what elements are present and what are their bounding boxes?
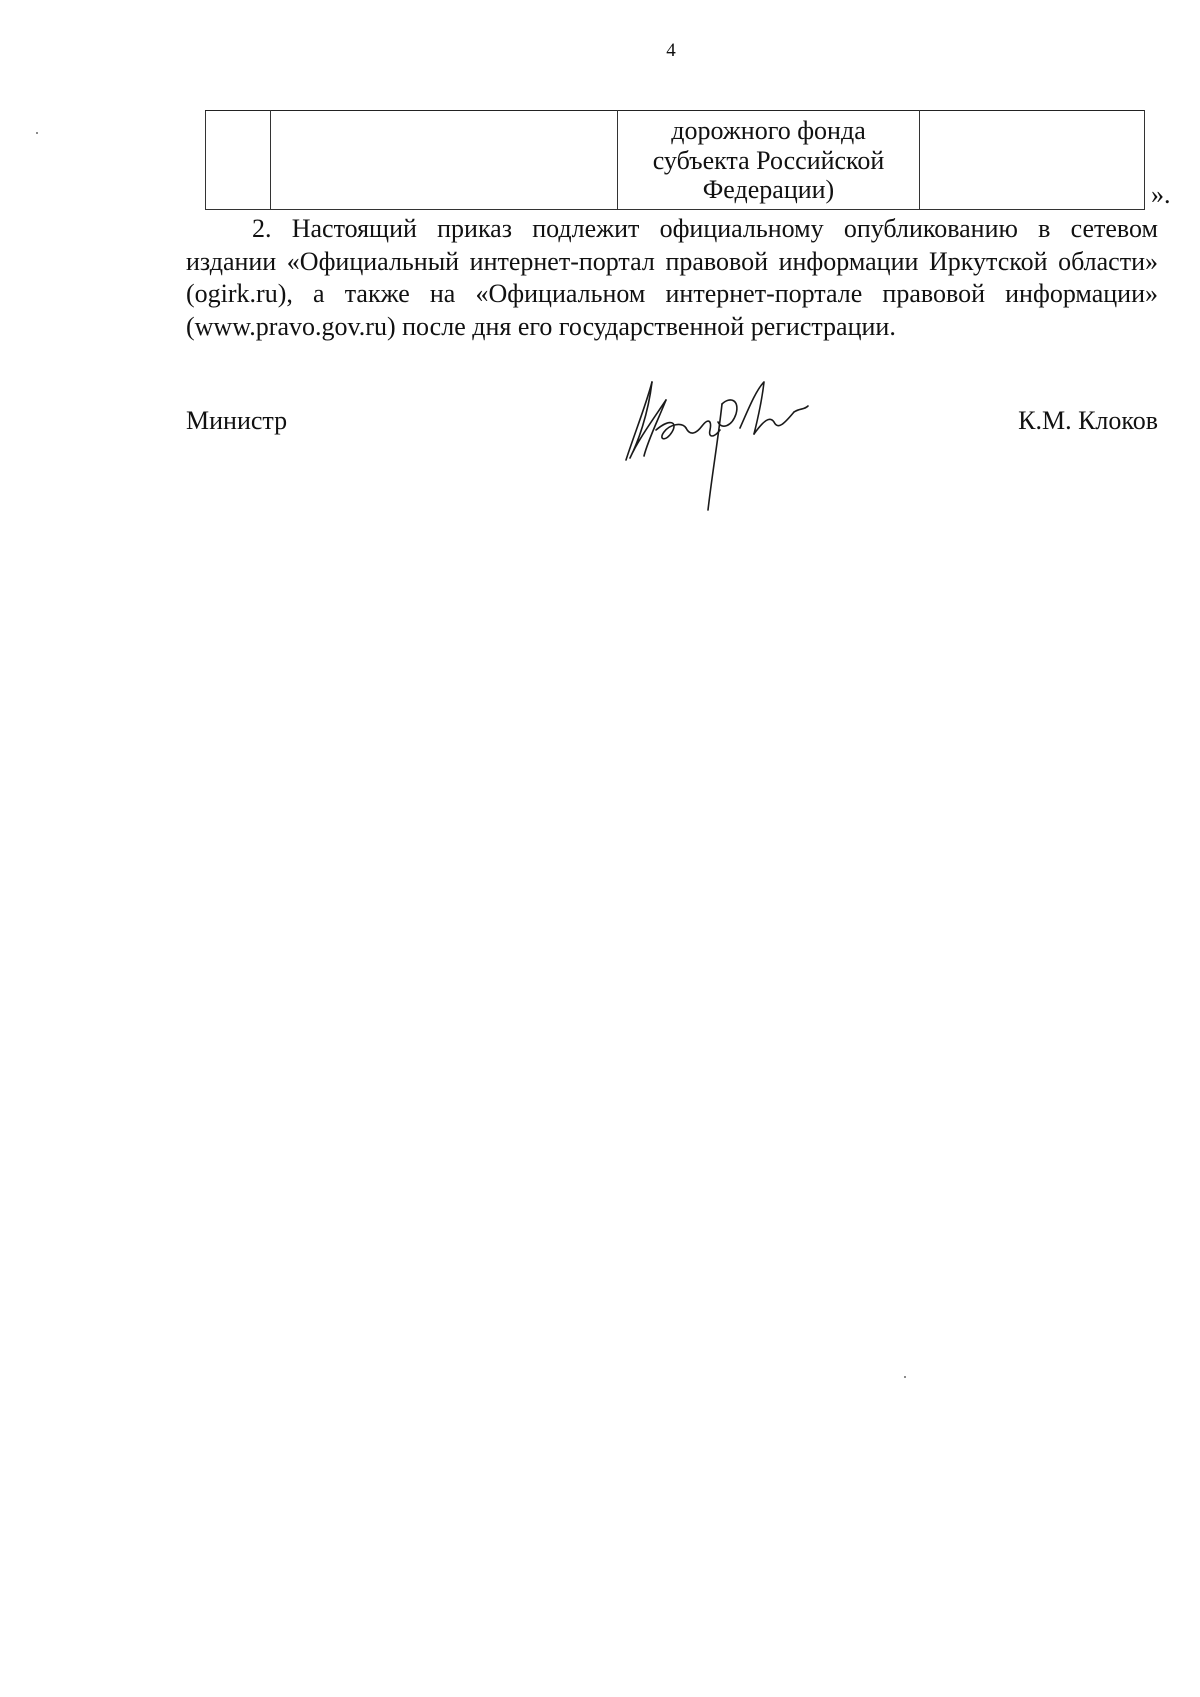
table-cell-line: субъекта Российской [652, 145, 885, 175]
table-row [206, 111, 1145, 210]
table-cell-line: дорожного фонда [671, 116, 866, 145]
body-paragraph: 2. Настоящий приказ подлежит официальному опубликованию в сетевом издании «Официальный интернет-портал правовой информации Иркутской области» (ogirk.ru), а также на «Официальном интернет-портале правовой информации» (www.pravo.gov.ru) после дня его государственной регистрации. [186, 214, 1158, 341]
scan-speck [904, 1376, 906, 1378]
page-number: 4 [666, 40, 676, 61]
table-fragment [205, 110, 1145, 210]
signer-title: Министр [186, 406, 288, 435]
signer-name: К.М. Клоков [1018, 406, 1158, 435]
table-cell-line: Федерации) [702, 175, 835, 204]
table-cell-empty [206, 111, 271, 210]
table-cell-description [618, 111, 920, 210]
table-cell-empty [271, 111, 618, 210]
handwritten-signature [618, 360, 838, 518]
closing-quote: ». [1151, 180, 1171, 209]
scan-speck [36, 132, 38, 134]
table-cell-empty [920, 111, 1145, 210]
